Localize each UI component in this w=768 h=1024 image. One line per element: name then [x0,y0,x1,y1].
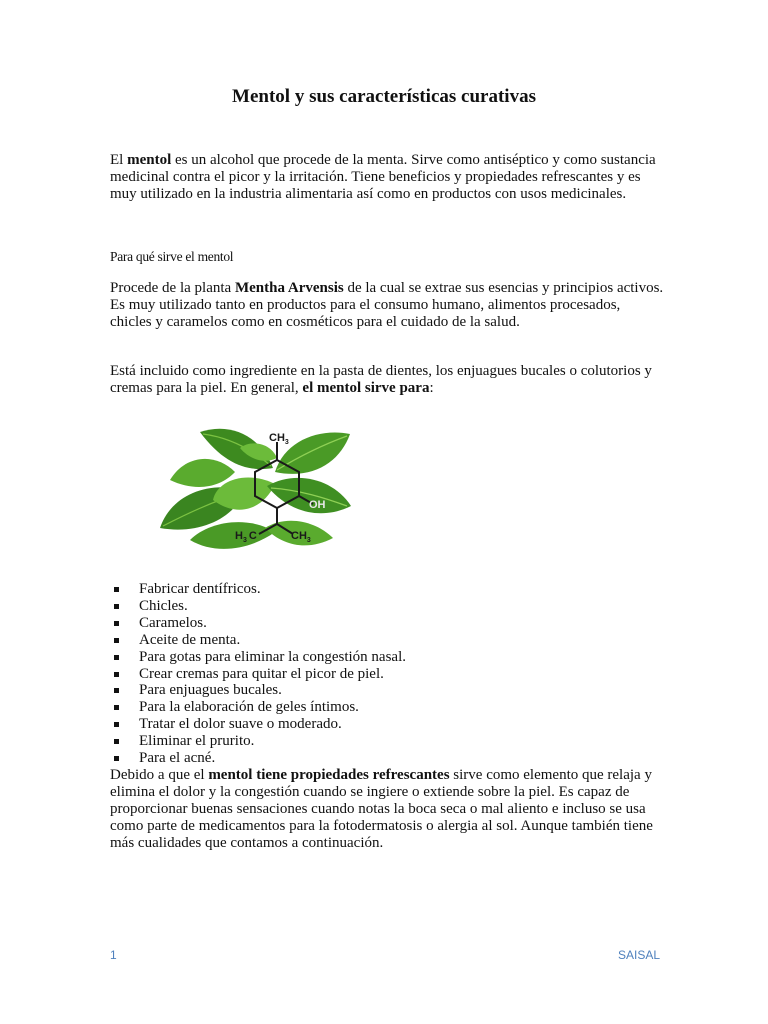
uses-list [110,581,670,767]
closing-paragraph [110,767,665,852]
list-item: Caramelos. [110,615,670,632]
footer-page-number: 1 [110,948,117,962]
section-subtitle: Para qué sirve el mentol [110,249,234,264]
intro-bold-mentol: mentol [127,152,172,168]
origin-text-2: de la cual se extrae sus esencias y principios activos. [343,280,664,296]
mint-menthol-figure [155,420,355,560]
list-item: Para la elaboración de geles íntimos. [110,699,670,716]
closing-text-2: sirve como elemento que relaja y elimina el dolor y la congestión cuando se ingiere o extiende sobre la piel. Es capaz de proporcionar buenas sensaciones cuando notas la boca seca o mal aliento e incluso se usa como parte de medicamentos para la fotodermatosis o alergia al sol. Aunque también tiene más cualidades que contamos a continuación. [110,767,653,851]
closing-text-1: Debido a que el [110,767,209,783]
bullet-square-icon [114,604,119,609]
list-item: Eliminar el prurito. [110,733,670,750]
oh-label: OH [309,499,326,511]
list-item: Chicles. [110,598,670,615]
bullet-square-icon [114,638,119,643]
bullet-square-icon [114,722,119,727]
page-title: Mentol y sus características curativas [232,86,536,107]
list-item: Para enjuagues bucales. [110,682,670,699]
uses-intro-text-2: : [429,380,434,396]
list-item: Para gotas para eliminar la congestión nasal. [110,649,670,666]
mint-leaves-molecule-image [155,420,355,560]
bullet-square-icon [114,739,119,744]
uses-intro-paragraph [110,363,665,397]
origin-line-2: Es muy utilizado tanto en productos para el consumo humano, alimentos procesados, chicles y caramelos como en cosméticos para el cuidado de la salud. [110,297,621,330]
bullet-square-icon [114,705,119,710]
h3c-label: $H_3$ C [235,530,257,544]
list-item: Tratar el dolor suave o moderado. [110,716,670,733]
origin-text-1: Procede de la planta [110,280,235,296]
uses-intro-text-1: Está incluido como ingrediente en la pasta de dientes, los enjuagues bucales o colutorios y cremas para la piel. En general, [110,363,652,396]
bullet-square-icon [114,688,119,693]
intro-paragraph [110,152,665,203]
footer-author: SAISAL [618,948,661,962]
bullet-square-icon [114,655,119,660]
closing-bold: mentol tiene propiedades refrescantes [208,767,450,783]
origin-bold-plant: Mentha Arvensis [234,280,344,296]
list-item: Crear cremas para quitar el picor de piel. [110,666,670,683]
ch3-bottom-label: $CH_3$ [291,530,311,544]
intro-text-1: El [110,152,128,168]
list-item: Fabricar dentífricos. [110,581,670,598]
ch3-top-label: $CH_3$ [269,432,289,446]
bullet-square-icon [114,756,119,761]
intro-text-2: es un alcohol que procede de la menta. Sirve como antiséptico y como sustancia medicinal contra el picor y la irritación. Tiene beneficios y propiedades refrescantes y es muy utilizado en la industria alimentaria así como en productos con usos medicinales. [110,152,656,202]
bullet-square-icon [114,621,119,626]
list-item: Para el acné. [110,750,670,767]
list-item: Aceite de menta. [110,632,670,649]
bullet-square-icon [114,587,119,592]
bullet-square-icon [114,672,119,677]
origin-paragraph [110,280,665,331]
uses-intro-bold: el mentol sirve para [302,380,430,396]
